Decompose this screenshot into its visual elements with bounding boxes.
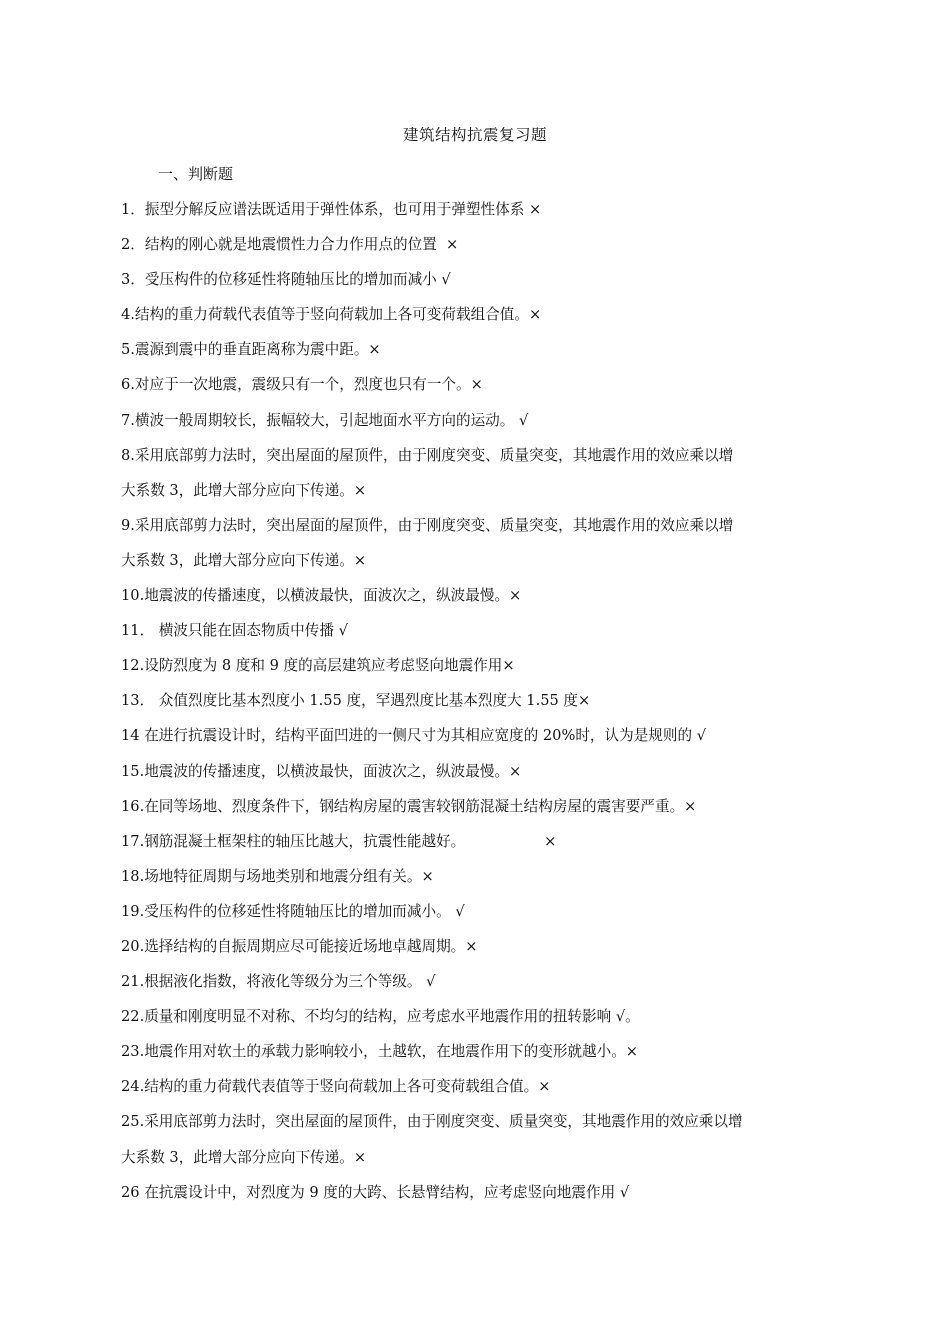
question-line: 10.地震波的传播速度，以横波最快，面波次之，纵波最慢。× (121, 587, 522, 605)
question-line: 19.受压构件的位移延性将随轴压比的增加而减小。 √ (121, 902, 465, 920)
question-line: 9.采用底部剪力法时，突出屋面的屋顶件，由于刚度突变、质量突变，其地震作用的效应乘以增 (121, 516, 734, 534)
question-line: 1．振型分解反应谱法既适用于弹性体系，也可用于弹塑性体系 × (121, 201, 542, 218)
question-line: 15.地震波的传播速度，以横波最快，面波次之，纵波最慢。× (121, 762, 522, 780)
question-line: 20.选择结构的自振周期应尽可能接近场地卓越周期。× (121, 937, 478, 955)
question-line: 16.在同等场地、烈度条件下，钢结构房屋的震害较钢筋混凝土结构房屋的震害要严重。× (121, 797, 697, 815)
question-line: 6.对应于一次地震，震级只有一个，烈度也只有一个。× (121, 376, 483, 394)
question-line-continued: 大系数 3，此增大部分应向下传递。× (121, 551, 367, 569)
section-heading: 一、判断题 (158, 165, 234, 183)
question-line: 17.钢筋混凝土框架柱的轴压比越大，抗震性能越好。 × (121, 832, 557, 850)
question-line: 4.结构的重力荷载代表值等于竖向荷载加上各可变荷载组合值。× (121, 306, 542, 324)
question-line: 11． 横波只能在固态物质中传播 √ (121, 622, 348, 640)
question-line: 2．结构的刚心就是地震惯性力合力作用点的位置 × (121, 236, 459, 254)
question-line: 12.设防烈度为 8 度和 9 度的高层建筑应考虑竖向地震作用× (121, 657, 515, 675)
question-line: 23.地震作用对软土的承载力影响较小，土越软，在地震作用下的变形就越小。× (121, 1043, 639, 1061)
question-list (121, 198, 836, 1216)
question-line: 26 在抗震设计中，对烈度为 9 度的大跨、长悬臂结构，应考虑竖向地震作用 √ (121, 1183, 630, 1201)
question-line: 5.震源到震中的垂直距离称为震中距。× (121, 341, 381, 359)
question-line: 13． 众值烈度比基本烈度小 1.55 度，罕遇烈度比基本烈度大 1.55 度× (121, 692, 591, 710)
question-line: 7.横波一般周期较长，振幅较大，引起地面水平方向的运动。 √ (121, 411, 529, 429)
question-line: 18.场地特征周期与场地类别和地震分组有关。× (121, 867, 434, 885)
question-line-continued: 大系数 3，此增大部分应向下传递。× (121, 481, 367, 499)
question-line: 21.根据液化指数，将液化等级分为三个等级。 √ (121, 973, 436, 991)
question-line: 25.采用底部剪力法时，突出屋面的屋顶件，由于刚度突变、质量突变，其地震作用的效应乘以增 (121, 1113, 743, 1131)
document-title: 建筑结构抗震复习题 (402, 126, 547, 144)
question-line: 3．受压构件的位移延性将随轴压比的增加而减小 √ (121, 271, 451, 289)
question-line-continued: 大系数 3，此增大部分应向下传递。× (121, 1148, 367, 1166)
question-line: 8.采用底部剪力法时，突出屋面的屋顶件，由于刚度突变、质量突变，其地震作用的效应乘以增 (121, 446, 734, 464)
question-line: 22.质量和刚度明显不对称、不均匀的结构，应考虑水平地震作用的扭转影响 √。 (121, 1008, 640, 1026)
question-line: 14 在进行抗震设计时，结构平面凹进的一侧尺寸为其相应宽度的 20%时，认为是规则的 √ (121, 727, 707, 745)
question-line: 24.结构的重力荷载代表值等于竖向荷载加上各可变荷载组合值。× (121, 1078, 551, 1096)
